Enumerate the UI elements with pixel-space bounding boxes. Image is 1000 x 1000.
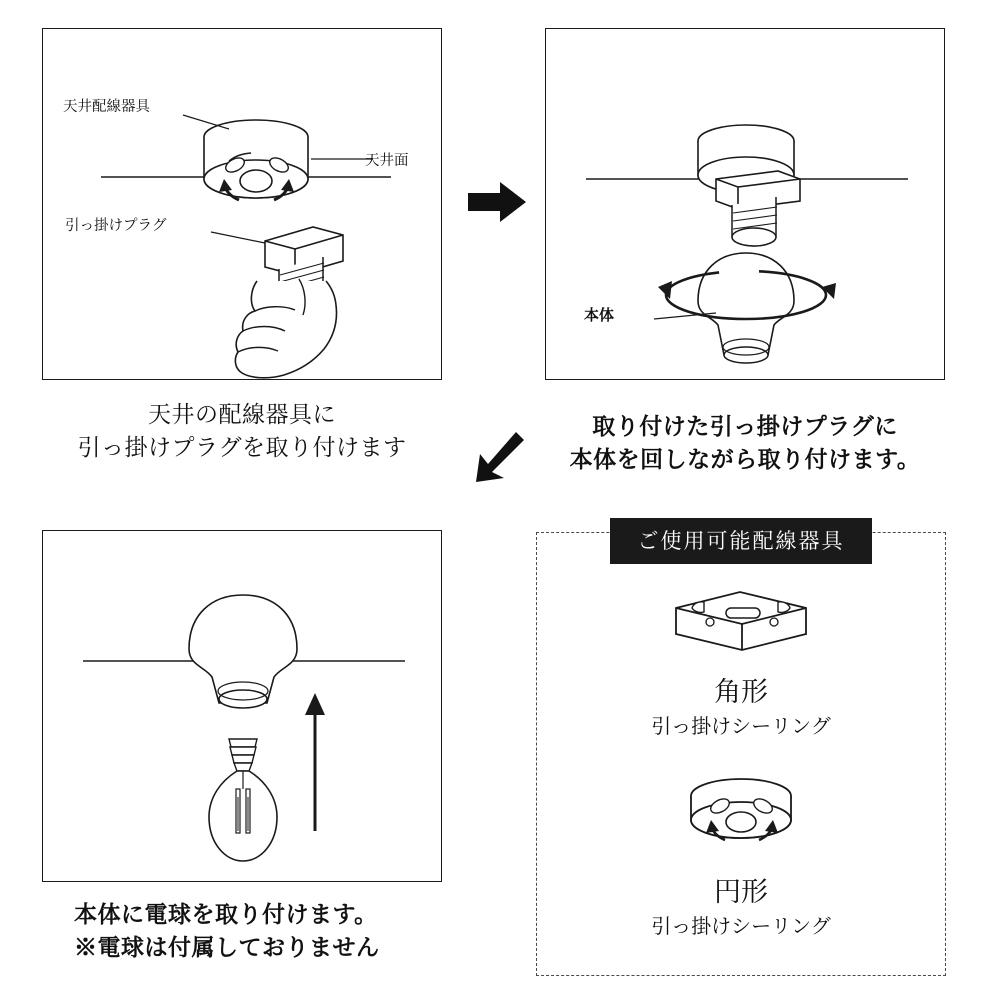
main-body-label: 本体 <box>584 307 615 324</box>
fixture-round-title: 円形 <box>714 877 768 907</box>
step-1-illustration <box>43 29 441 379</box>
step-2-panel <box>545 28 945 380</box>
step-3-illustration <box>43 531 441 881</box>
fixture-square-item <box>560 578 922 758</box>
step-3-caption-line-1: 本体に電球を取り付けます。 <box>74 901 378 927</box>
round-ceiling-icon <box>560 768 922 868</box>
usable-fixtures-badge: ご使用可能配線器具 <box>610 518 872 564</box>
step-3-caption-line-2: ※電球は付属しておりません <box>74 934 380 961</box>
step-2-caption-line-1: 取り付けた引っ掛けプラグに <box>592 413 898 439</box>
arrow-down-left-icon <box>462 422 528 488</box>
step-3-caption <box>30 898 454 965</box>
ceiling-fixture-label: 天井配線器具 <box>63 99 150 115</box>
fixture-square-subtitle: 引っ掛けシーリング <box>651 716 831 738</box>
step-1-caption-line-1: 天井の配線器具に <box>148 401 336 427</box>
fixture-round-item <box>560 768 922 958</box>
fixture-square-title: 角形 <box>714 677 768 707</box>
ceiling-surface-label: 天井面 <box>365 153 409 169</box>
arrow-up-icon <box>305 693 325 831</box>
hook-plug-label: 引っ掛けプラグ <box>65 218 167 234</box>
step-1-panel <box>42 28 442 380</box>
square-ceiling-icon <box>560 578 922 668</box>
step-2-illustration <box>546 29 944 379</box>
step-2-caption <box>545 410 945 477</box>
step-1-caption-line-2: 引っ掛けプラグを取り付けます <box>77 434 407 461</box>
step-3-panel <box>42 530 442 882</box>
arrow-right-icon <box>468 180 528 228</box>
step-1-caption <box>42 398 442 465</box>
fixture-round-subtitle: 引っ掛けシーリング <box>651 916 831 938</box>
step-2-caption-line-2: 本体を回しながら取り付けます。 <box>569 446 921 473</box>
